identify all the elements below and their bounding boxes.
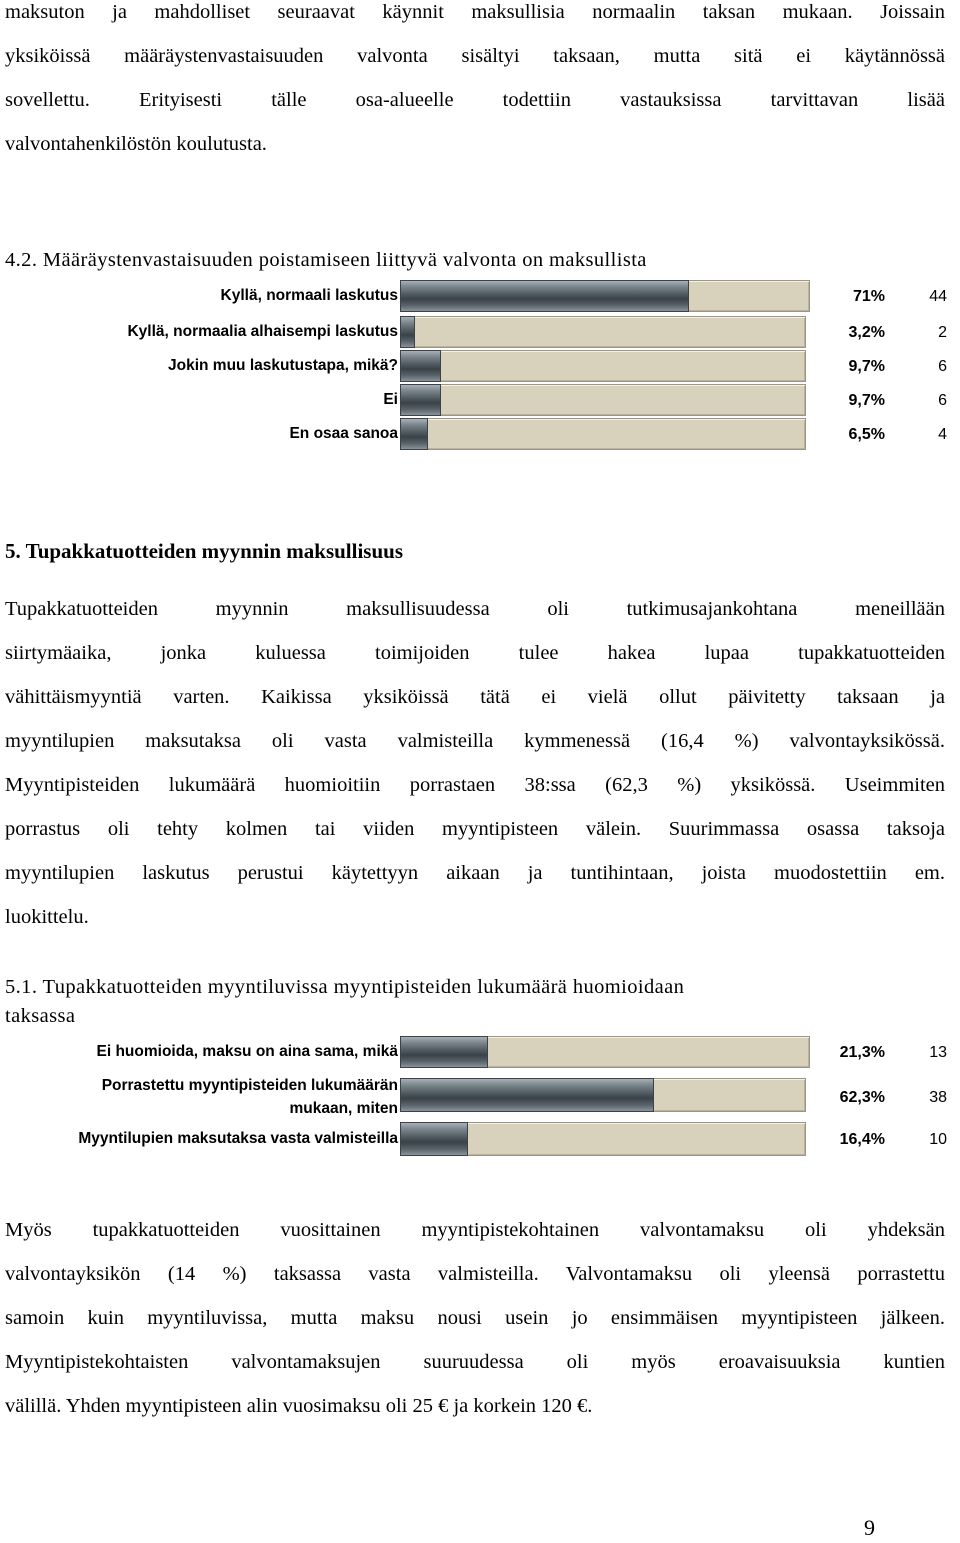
category-label: Kyllä, normaali laskutus [220,287,398,304]
text-line: maksuton ja mahdolliset seuraavat käynnit maksullisia normaalin taksan mukaan. Joissain [5,1,945,23]
text-line: Myyntipistekohtaisten valvontamaksujen suuruudessa oli myös eroavaisuuksia kuntien [5,1351,945,1373]
bar-track [400,384,806,416]
text-line: myyntilupien laskutus perustui käytettyyn aikaan ja tuntihintaan, joista muodostettiin em. [5,862,945,884]
text-line: välillä. Yhden myyntipisteen alin vuosimaksu oli 25 € ja korkein 120 €. [5,1395,593,1417]
category-label: En osaa sanoa [289,425,398,442]
bar [400,1078,654,1112]
section-5-1-title-cont: taksassa [5,1005,76,1027]
value-label: 9,7% [848,358,885,375]
count-label: 4 [938,426,947,443]
category-label-cont: mukaan, miten [289,1100,398,1117]
bar-track [400,350,806,382]
bar [400,350,441,382]
count-label: 38 [929,1089,947,1106]
section-5-1-title: 5.1. Tupakkatuotteiden myyntiluvissa myyntipisteiden lukumäärä huomioidaan [5,976,685,998]
bar [400,1036,488,1068]
closing-paragraph [5,1208,945,1428]
category-label: Jokin muu laskutustapa, mikä? [168,357,398,374]
category-label: Ei huomioida, maksu on aina sama, mikä [96,1043,398,1060]
category-label: Myyntilupien maksutaksa vasta valmisteilla [78,1130,398,1147]
text-line: samoin kuin myyntiluvissa, mutta maksu nousi usein jo ensimmäisen myyntipisteen jälkeen. [5,1307,945,1329]
text-line: Tupakkatuotteiden myynnin maksullisuudessa oli tutkimusajankohtana meneillään [5,598,945,620]
text-line: luokittelu. [5,906,89,928]
page-number: 9 [864,1515,875,1540]
value-label: 21,3% [839,1044,885,1061]
value-label: 71% [852,288,885,305]
bar [400,384,441,416]
value-label: 6,5% [848,426,885,443]
count-label: 13 [929,1044,947,1061]
value-label: 62,3% [839,1089,885,1106]
count-label: 6 [938,392,947,409]
bar [400,1122,468,1156]
category-label: Kyllä, normaalia alhaisempi laskutus [127,323,398,340]
count-label: 44 [929,288,947,305]
text-line: valvontayksikön (14 %) taksassa vasta valmisteilla. Valvontamaksu oli yleensä porrastettu [5,1263,945,1285]
text-line: porrastus oli tehty kolmen tai viiden myyntipisteen välein. Suurimmassa osassa taksoja [5,818,945,840]
text-line: siirtymäaika, jonka kuluessa toimijoiden tulee hakea lupaa tupakkatuotteiden [5,642,945,664]
section-5-paragraph [5,587,945,939]
value-label: 16,4% [839,1131,885,1148]
category-label: Ei [383,391,398,408]
text-line: sovellettu. Erityisesti tälle osa-alueelle todettiin vastauksissa tarvittavan lisää [5,89,945,111]
text-line: Myyntipisteiden lukumäärä huomioitiin porrastaen 38:ssa (62,3 %) yksikössä. Useimmiten [5,774,945,796]
value-label: 9,7% [848,392,885,409]
text-line: yksiköissä määräystenvastaisuuden valvonta sisältyi taksaan, mutta sitä ei käytännössä [5,45,945,67]
text-line: myyntilupien maksutaksa oli vasta valmisteilla kymmenessä (16,4 %) valvontayksikössä. [5,730,945,752]
value-label: 3,2% [848,324,885,341]
text-line: Myös tupakkatuotteiden vuosittainen myyntipistekohtainen valvontamaksu oli yhdeksän [5,1219,945,1241]
count-label: 10 [929,1131,947,1148]
text-line: valvontahenkilöstön koulutusta. [5,133,267,155]
count-label: 2 [938,324,947,341]
bar [400,418,428,450]
section-4-2-title: 4.2. Määräystenvastaisuuden poistamiseen liittyvä valvonta on maksullista [5,249,647,271]
intro-paragraph [5,0,945,166]
text-line: vähittäismyyntiä varten. Kaikissa yksiköissä tätä ei vielä ollut päivitetty taksaan ja [5,686,945,708]
bar [400,316,415,348]
bar-track [400,316,806,348]
count-label: 6 [938,358,947,375]
section-5-heading: 5. Tupakkatuotteiden myynnin maksullisuus [5,539,404,563]
bar [400,280,689,312]
bar-track [400,418,806,450]
category-label: Porrastettu myyntipisteiden lukumäärän [101,1077,398,1094]
